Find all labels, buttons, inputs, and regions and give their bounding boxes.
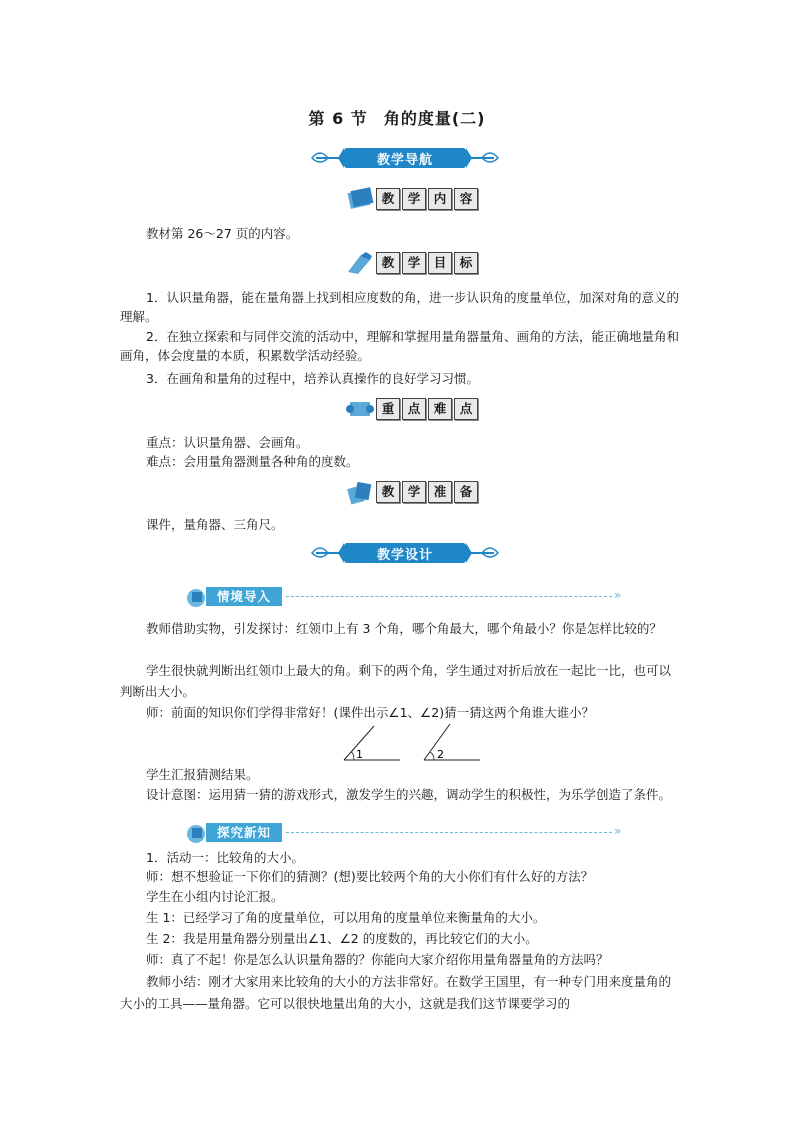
banner-guide-text: 教学导航 <box>376 153 433 168</box>
explore-line: 生 2：我是用量角器分别量出∠1、∠2 的度数的，再比较它们的大小。 <box>146 931 538 946</box>
subheading-char: 容 <box>454 188 478 210</box>
intro-paragraph-3: 师：前面的知识你们学得非常好！(课件出示∠1、∠2)猜一猜这两个角谁大谁小？ <box>146 705 595 720</box>
dashed-divider <box>286 832 612 833</box>
subheading-char: 重 <box>376 398 400 420</box>
banner-teaching-guide <box>310 146 500 170</box>
subheading-char: 备 <box>454 481 478 503</box>
content-text: 教材第 26～27 页的内容。 <box>146 226 299 241</box>
banner-design-text: 教学设计 <box>376 548 433 563</box>
angle-2-arc <box>430 752 434 760</box>
pen-icon <box>346 250 374 276</box>
section-explore-header <box>184 822 634 844</box>
title-name: 角的度量(二) <box>383 109 486 128</box>
papers-icon <box>346 479 374 505</box>
subheading-char: 点 <box>402 398 426 420</box>
banner-teaching-design <box>310 541 500 565</box>
subheading-char: 学 <box>402 188 426 210</box>
subheading-char: 难 <box>428 398 452 420</box>
angle-2-label: 2 <box>437 748 444 761</box>
page-title <box>0 106 794 129</box>
goal-item-2: 2．在独立探索和与同伴交流的活动中，理解和掌握用量角器量角、画角的方法，能正确地量角和画角，体会度量的本质，积累数学活动经验。 <box>120 329 679 363</box>
explore-line: 生 1：已经学习了角的度量单位，可以用角的度量单位来衡量角的大小。 <box>146 910 546 925</box>
dashed-divider <box>286 596 612 597</box>
subheading-char: 准 <box>428 481 452 503</box>
book-icon <box>346 186 374 212</box>
intro-design-intent: 设计意图：运用猜一猜的游戏形式，激发学生的兴趣，调动学生的积极性，为乐学创造了条件。 <box>146 787 672 802</box>
difficult-point-text: 难点：会用量角器测量各种角的度数。 <box>146 454 359 469</box>
subheading-char: 教 <box>376 252 400 274</box>
subheading-char: 目 <box>428 252 452 274</box>
explore-summary: 教师小结：刚才大家用来比较角的大小的方法非常好。在数学王国里，有一种专门用来度量角的大小的工具——量角器。它可以很快地量出角的大小，这就是我们这节课要学习的 <box>120 974 672 1011</box>
explore-line: 师：想不想验证一下你们的猜测？(想)要比较两个角的大小你们有什么好的方法？ <box>146 869 594 884</box>
subheading-char: 学 <box>402 252 426 274</box>
subheading-char: 点 <box>454 398 478 420</box>
double-arrow-icon: » <box>614 588 622 602</box>
intro-paragraph-2: 学生很快就判断出红领巾上最大的角。剩下的两个角，学生通过对折后放在一起比一比，也可以判断出大小。 <box>120 663 672 699</box>
section-explore-label: 探究新知 <box>206 823 282 842</box>
subheading-char: 教 <box>376 188 400 210</box>
double-arrow-icon: » <box>614 824 622 838</box>
section-intro-header <box>184 586 634 608</box>
key-point-text: 重点：认识量角器、会画角。 <box>146 435 309 450</box>
explore-line: 师：真了不起！你是怎么认识量角器的？你能向大家介绍你用量角器量角的方法吗？ <box>146 952 609 967</box>
goal-item-1: 1．认识量角器，能在量角器上找到相应度数的角，进一步认识角的度量单位，加深对角的意义的理解。 <box>120 290 679 324</box>
angles-figure <box>340 722 490 764</box>
goal-item-3: 3．在画角和量角的过程中，培养认真操作的良好学习习惯。 <box>146 371 479 386</box>
subheading-char: 内 <box>428 188 452 210</box>
prep-text: 课件，量角器、三角尺。 <box>146 517 284 532</box>
section-intro-label: 情境导入 <box>206 587 282 606</box>
title-section: 第 6 节 <box>308 109 368 128</box>
scroll-icon <box>346 396 374 422</box>
intro-paragraph-1: 教师借助实物，引发探讨：红领巾上有 3 个角，哪个角最大，哪个角最小？你是怎样比较的？ <box>146 621 662 636</box>
angle-1-arc <box>351 752 354 760</box>
subheading-char: 标 <box>454 252 478 274</box>
subheading-char: 教 <box>376 481 400 503</box>
intro-paragraph-4: 学生汇报猜测结果。 <box>146 767 259 782</box>
explore-line: 学生在小组内讨论汇报。 <box>146 889 284 904</box>
explore-line: 1．活动一：比较角的大小。 <box>146 850 304 865</box>
subheading-char: 学 <box>402 481 426 503</box>
angle-1-label: 1 <box>356 748 363 761</box>
